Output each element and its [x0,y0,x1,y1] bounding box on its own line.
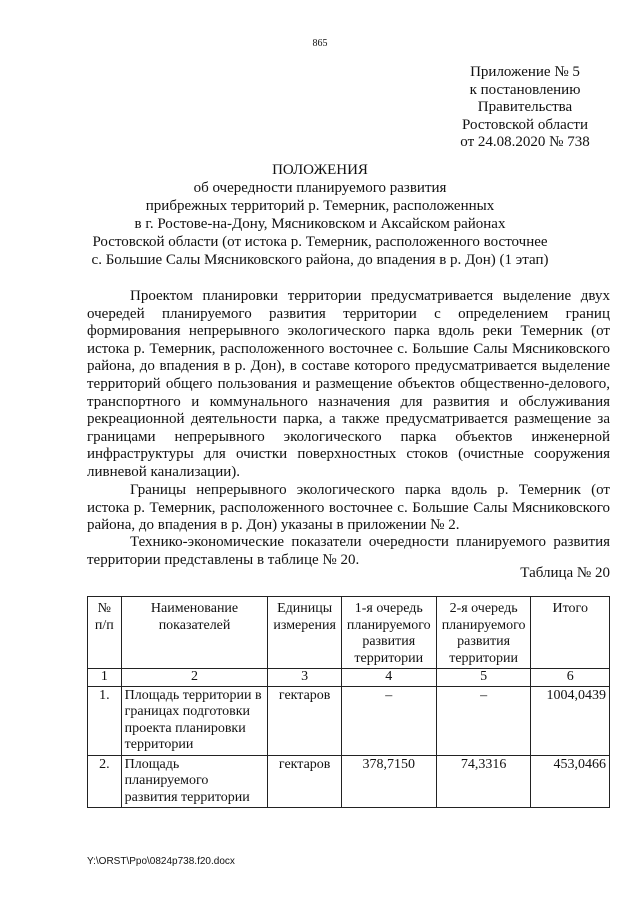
header-indicator: Наименование показателей [121,597,268,669]
column-number: 5 [436,669,531,687]
appendix-line: Правительства [477,99,573,115]
title-line: в г. Ростове-на-Дону, Мясниковском и Аксайском районах [134,216,506,232]
title-line: Ростовской области (от истока р. Темерник, расположенного восточнее [92,234,548,250]
document-title [60,161,580,269]
header-number: № п/п [88,597,122,669]
appendix-line: от 24.08.2020 № 738 [460,134,590,150]
title-heading: ПОЛОЖЕНИЯ [272,162,368,178]
table-label: Таблица № 20 [520,565,610,581]
indicators-table [87,596,610,808]
header-stage-2: 2-я очередь планируемого развития территории [436,597,531,669]
body-paragraph-3: Технико-экономические показатели очередности планируемого развития территории представлены в таблице № 20. [87,534,610,568]
column-number: 6 [531,669,610,687]
appendix-line: Ростовской области [462,116,588,133]
header-total: Итого [531,597,610,669]
row-total: 1004,0439 [531,686,610,755]
column-number-row [88,669,610,687]
row-stage-1: – [341,686,436,755]
row-stage-1: 378,7150 [341,755,436,808]
body-paragraph-1: Проектом планировки территории предусматривается выделение двух очередей планируемого развития территории с определением границ формирования непрерывного экологического парка вдоль реки Темерник (от истока р. Темерник, расположенного восточнее с. Большие Салы Мясниковского района, до впадения в р. Дон), в составе которого предусматривается выделение территорий общего пользования и размещение объектов общественно-делового, транспортного и коммунального назначения для развития и обслуживания рекреационной деятельности парка, а также предусматривается размещение за границами непрерывного экологического парка объектов инженерной инфраструктуры для очистки поверхностных стоков (очистные сооружения ливневой канализации). [87,288,610,480]
column-number: 1 [88,669,122,687]
table-row [88,686,610,755]
body-paragraph-2: Границы непрерывного экологического парка вдоль р. Темерник (от истока р. Темерник, расположенного восточнее с. Большие Салы Мясниковского района, до впадения в р. Дон) указаны в приложении № 2. [87,482,610,534]
title-line: прибрежных территорий р. Темерник, расположенных [145,198,495,214]
page-number: 865 [312,38,328,49]
appendix-reference [440,64,610,152]
row-stage-2: – [436,686,531,755]
footer-file-path: Y:\ORST\Ppo\0824p738.f20.docx [87,856,235,867]
row-unit: гектаров [268,755,341,808]
table-row [88,755,610,808]
row-stage-2: 74,3316 [436,755,531,808]
row-unit: гектаров [268,686,341,755]
title-line: об очередности планируемого развития [193,180,447,196]
row-number: 1. [88,686,122,755]
appendix-line: Приложение № 5 [470,64,580,80]
column-number: 4 [341,669,436,687]
row-total: 453,0466 [531,755,610,808]
appendix-line: к постановлению [469,81,581,98]
column-number: 2 [121,669,268,687]
row-number: 2. [88,755,122,808]
row-indicator: Площадь территории в границах подготовки проекта планировки территории [121,686,268,755]
header-unit: Единицы измерения [268,597,341,669]
table-header-row [88,597,610,669]
header-stage-1: 1-я очередь планируемого развития территории [341,597,436,669]
title-line: с. Большие Салы Мясниковского района, до впадения в р. Дон) (1 этап) [91,252,549,268]
row-indicator: Площадь планируемого развития территории [121,755,268,808]
column-number: 3 [268,669,341,687]
